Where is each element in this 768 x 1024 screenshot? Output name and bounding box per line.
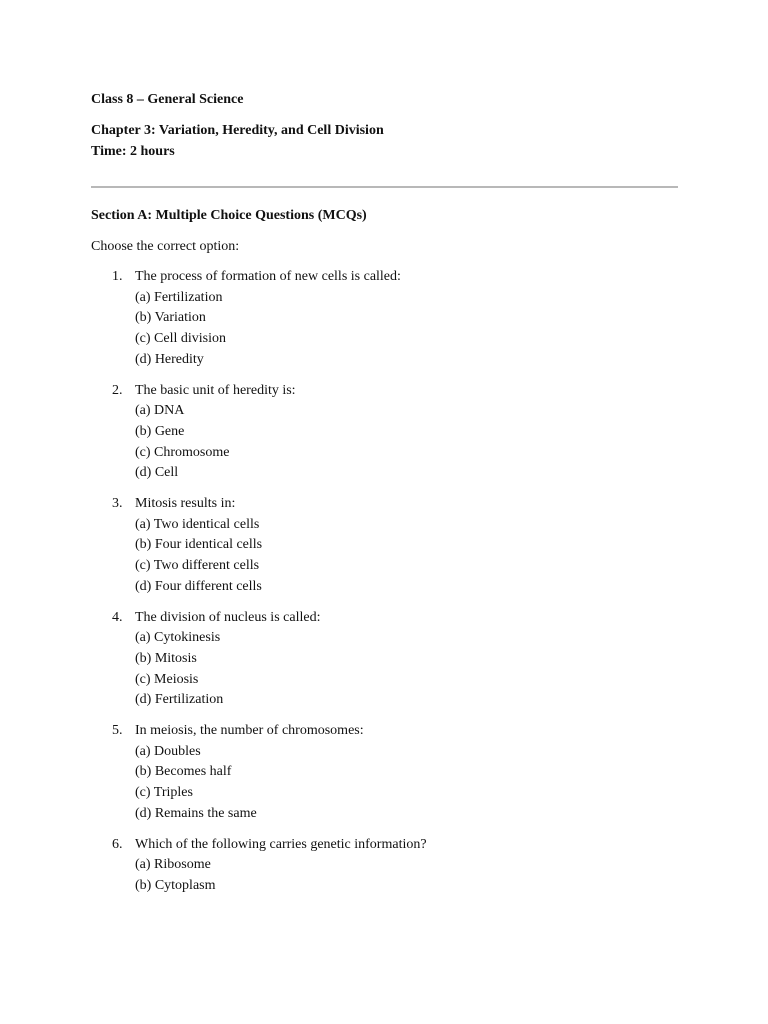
question-number: 1. <box>112 269 123 284</box>
option-a: (a) Doubles <box>135 743 201 759</box>
time-label: Time: 2 hours <box>91 144 175 159</box>
question-2 <box>91 381 679 485</box>
option-d: (d) Heredity <box>135 351 204 367</box>
document-page <box>91 89 679 907</box>
question-number: 5. <box>112 723 123 739</box>
option-c: (c) Cell division <box>135 331 226 347</box>
option-d: (d) Remains the same <box>135 805 257 821</box>
option-a: (a) Fertilization <box>135 289 223 305</box>
question-4 <box>91 608 679 712</box>
question-6 <box>91 835 679 897</box>
question-text: Which of the following carries genetic information? <box>135 836 427 852</box>
option-a: (a) Ribosome <box>135 857 211 873</box>
chapter-title: Chapter 3: Variation, Heredity, and Cell Division <box>91 123 384 138</box>
question-text: The basic unit of heredity is: <box>135 382 296 398</box>
question-text: In meiosis, the number of chromosomes: <box>135 723 364 739</box>
question-text: Mitosis results in: <box>135 496 236 512</box>
question-1 <box>91 267 679 371</box>
option-b: (b) Variation <box>135 310 206 326</box>
option-c: (c) Two different cells <box>135 558 260 574</box>
class-title: Class 8 – General Science <box>91 92 244 107</box>
horizontal-divider <box>91 186 678 188</box>
option-a: (a) DNA <box>135 403 185 419</box>
option-a: (a) Cytokinesis <box>135 630 221 646</box>
option-b: (b) Becomes half <box>135 764 232 780</box>
question-list <box>91 267 679 897</box>
option-d: (d) Fertilization <box>135 692 224 708</box>
question-number: 2. <box>112 382 123 398</box>
section-title: Section A: Multiple Choice Questions (MCQs) <box>91 208 367 223</box>
question-text: The process of formation of new cells is called: <box>135 269 401 284</box>
option-c: (c) Meiosis <box>135 671 199 687</box>
option-d: (d) Cell <box>135 465 179 481</box>
option-b: (b) Gene <box>135 423 185 439</box>
option-c: (c) Chromosome <box>135 444 230 460</box>
option-a: (a) Two identical cells <box>135 516 260 532</box>
question-number: 3. <box>112 496 123 512</box>
section-instruction: Choose the correct option: <box>91 239 240 254</box>
question-number: 6. <box>112 836 123 852</box>
question-3 <box>91 494 679 598</box>
option-d: (d) Four different cells <box>135 578 262 594</box>
option-c: (c) Triples <box>135 785 193 801</box>
question-text: The division of nucleus is called: <box>135 609 321 625</box>
option-b: (b) Mitosis <box>135 650 197 666</box>
option-b: (b) Cytoplasm <box>135 877 216 893</box>
question-number: 4. <box>112 609 123 625</box>
question-5 <box>91 721 679 825</box>
option-b: (b) Four identical cells <box>135 537 263 553</box>
